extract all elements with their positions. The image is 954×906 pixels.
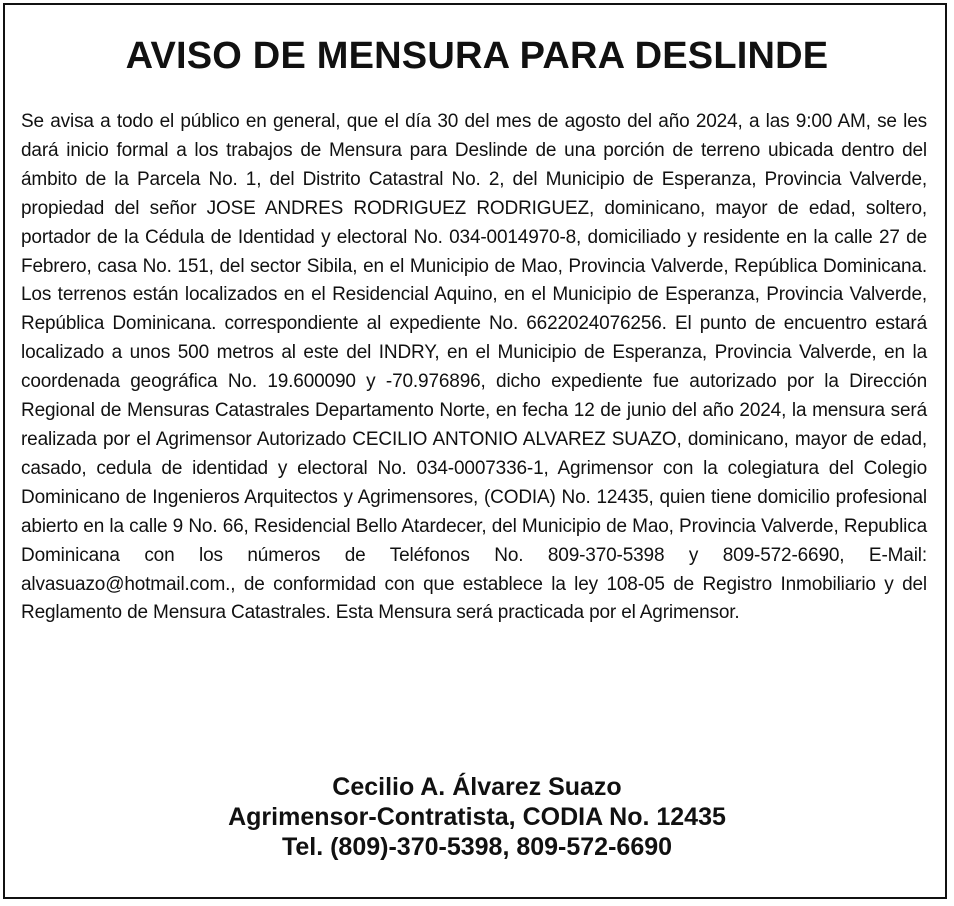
notice-body-text: Se avisa a todo el público en general, que el día 30 del mes de agosto del año 2024, a las 9:00 AM, se les dará inicio formal a los trabajos de Mensura para Deslinde de una porción de terreno ubicada dentro del ámbito de la Parcela No. 1, del Distrito Catastral No. 2, del Municipio de Esperanza, Provincia Valverde, propiedad del señor JOSE ANDRES RODRIGUEZ RODRIGUEZ, dominicano, mayor de edad, soltero, portador de la Cédula de Identidad y electoral No. 034-0014970-8, domiciliado y residente en la calle 27 de Febrero, casa No. 151, del sector Sibila, en el Municipio de Mao, Provincia Valverde, República Dominicana. Los terrenos están localizados en el Residencial Aquino, en el Municipio de Esperanza, Provincia Valverde, República Dominicana. correspondiente al expediente No. 6622024076256. El punto de encuentro estará localizado a unos 500 metros al este del INDRY, en el Municipio de Esperanza, Provincia Valverde, en la coordenada geográfica No. 19.600090 y -70.976896, dicho expediente fue autorizado por la Dirección Regional de Mensuras Catastrales Departamento Norte, en fecha 12 de junio del año 2024, la mensura será realizada por el Agrimensor Autorizado CECILIO ANTONIO ALVAREZ SUAZO, dominicano, mayor de edad, casado, cedula de identidad y electoral No. 034-0007336-1, Agrimensor con la colegiatura del Colegio Dominicano de Ingenieros Arquitectos y Agrimensores, (CODIA) No. 12435, quien tiene domicilio profesional abierto en la calle 9 No. 66, Residencial Bello Atardecer, del Municipio de Mao, Provincia Valverde, Republica Dominicana con los números de Teléfonos No. 809-370-5398 y 809-572-6690, E-Mail: alvasuazo@hotmail.com., de conformidad con que establece la ley 108-05 de Registro Inmobiliario y del Reglamento de Mensura Catastrales. Esta Mensura será practicada por el Agrimensor. [21,111,927,624]
signature-block [0,772,954,862]
signature-name: Cecilio A. Álvarez Suazo [332,773,622,801]
notice-title: AVISO DE MENSURA PARA DESLINDE [125,35,829,77]
signature-phone: Tel. (809)-370-5398, 809-572-6690 [281,833,673,861]
signature-role: Agrimensor-Contratista, CODIA No. 12435 [228,803,726,831]
